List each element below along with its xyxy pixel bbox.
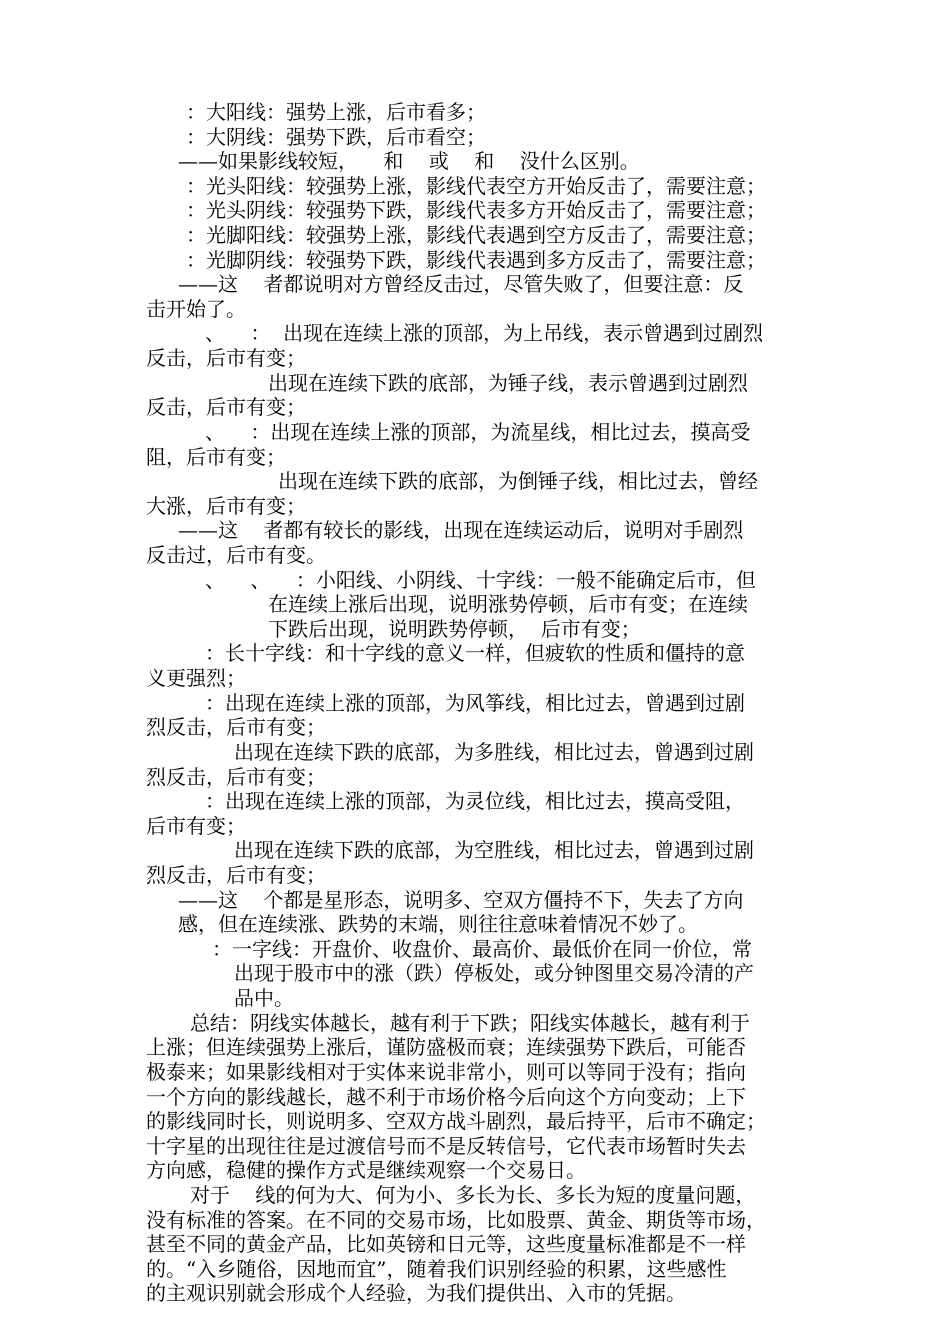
text-line: 、 ：出现在连续上涨的顶部，为流星线，相比过去，摸高受 <box>205 420 751 444</box>
text-line: 反击过，后市有变。 <box>146 543 326 567</box>
text-line: 、 、 ：小阳线、小阴线、十字线：一般不能确定后市，但 <box>205 568 756 592</box>
text-line: ：出现在连续上涨的顶部，为风筝线，相比过去，曾遇到过剧 <box>205 691 745 715</box>
text-line: ：光脚阳线：较强势上涨，影线代表遇到空方反击了，需要注意； <box>186 223 766 247</box>
text-line: 上涨；但连续强势上涨后，谨防盛极而衰；连续强势下跌后，可能否 <box>146 1035 746 1059</box>
text-line: ——这 者都有较长的影线，出现在连续运动后，说明对手剧烈 <box>178 518 744 542</box>
text-line: 的影线同时长，则说明多、空双方战斗剧烈，最后持平，后市不确定； <box>146 1109 766 1133</box>
text-line: 出现在连续下跌的底部，为倒锤子线，相比过去，曾经 <box>278 469 758 493</box>
text-line: 极泰来；如果影线相对于实体来说非常小，则可以等同于没有；指向 <box>146 1060 746 1084</box>
text-line: 感，但在连续涨、跌势的末端，则往往意味着情况不妙了。 <box>178 912 698 936</box>
text-line: ：一字线：开盘价、收盘价、最高价、最低价在同一价位，常 <box>212 937 752 961</box>
text-line: 烈反击，后市有变； <box>146 765 326 789</box>
text-line: 总结：阴线实体越长，越有利于下跌；阳线实体越长，越有利于 <box>190 1011 750 1035</box>
text-line: 甚至不同的黄金产品，比如英镑和日元等，这些度量标准都是不一样 <box>146 1232 746 1256</box>
text-line: 方向感，稳健的操作方式是继续观察一个交易日。 <box>146 1158 586 1182</box>
text-line: 后市有变； <box>146 814 246 838</box>
text-line: 义更强烈； <box>146 666 246 690</box>
text-line: 一个方向的影线越长，越不利于市场价格今后向这个方向变动；上下 <box>146 1085 746 1109</box>
text-line: 品中。 <box>234 986 294 1010</box>
text-line: ：大阴线：强势下跌，后市看空； <box>186 125 486 149</box>
text-line: 对于 线的何为大、何为小、多长为长、多长为短的度量问题， <box>190 1183 756 1207</box>
text-line: 出现在连续下跌的底部，为锤子线，表示曾遇到过剧烈 <box>268 371 748 395</box>
text-line: 烈反击，后市有变； <box>146 715 326 739</box>
text-line: 出现在连续下跌的底部，为多胜线，相比过去，曾遇到过剧 <box>234 740 754 764</box>
text-line: 反击，后市有变； <box>146 346 306 370</box>
text-line: 大涨，后市有变； <box>146 494 306 518</box>
text-line: 击开始了。 <box>146 297 246 321</box>
text-line: 出现于股市中的涨（跌）停板处，或分钟图里交易冷清的产 <box>234 961 754 985</box>
text-line: 十字星的出现往往是过渡信号而不是反转信号，它代表市场暂时失去 <box>146 1134 746 1158</box>
text-line: 阻，后市有变； <box>146 445 286 469</box>
text-line: ：出现在连续上涨的顶部，为灵位线，相比过去，摸高受阻， <box>205 789 745 813</box>
text-line: 的主观识别就会形成个人经验，为我们提供出、入市的凭据。 <box>146 1281 686 1305</box>
text-line: 下跌后出现，说明跌势停顿， 后市有变； <box>268 617 641 641</box>
text-line: 没有标准的答案。在不同的交易市场，比如股票、黄金、期货等市场， <box>146 1208 766 1232</box>
text-line: 、 ： 出现在连续上涨的顶部，为上吊线，表示曾遇到过剧烈 <box>205 321 764 345</box>
text-line: ——这 个都是星形态，说明多、空双方僵持不下，失去了方向 <box>178 888 744 912</box>
text-line: 在连续上涨后出现，说明涨势停顿，后市有变；在连续 <box>268 592 748 616</box>
text-line: 出现在连续下跌的底部，为空胜线，相比过去，曾遇到过剧 <box>234 838 754 862</box>
text-line: ：光头阴线：较强势下跌，影线代表多方开始反击了，需要注意； <box>186 198 766 222</box>
text-line: ：大阳线：强势上涨，后市看多； <box>186 100 486 124</box>
text-line: ——如果影线较短， 和 或 和 没什么区别。 <box>178 149 640 173</box>
text-line: ：光头阳线：较强势上涨，影线代表空方开始反击了，需要注意； <box>186 174 766 198</box>
text-line: 烈反击，后市有变； <box>146 863 326 887</box>
text-line: 的。“入乡随俗，因地而宜”，随着我们识别经验的积累，这些感性 <box>146 1257 727 1281</box>
text-line: 反击，后市有变； <box>146 395 306 419</box>
text-line: ：长十字线：和十字线的意义一样，但疲软的性质和僵持的意 <box>205 641 745 665</box>
text-line: ——这 者都说明对方曾经反击过，尽管失败了，但要注意：反 <box>178 272 744 296</box>
text-line: ：光脚阴线：较强势下跌，影线代表遇到多方反击了，需要注意； <box>186 248 766 272</box>
